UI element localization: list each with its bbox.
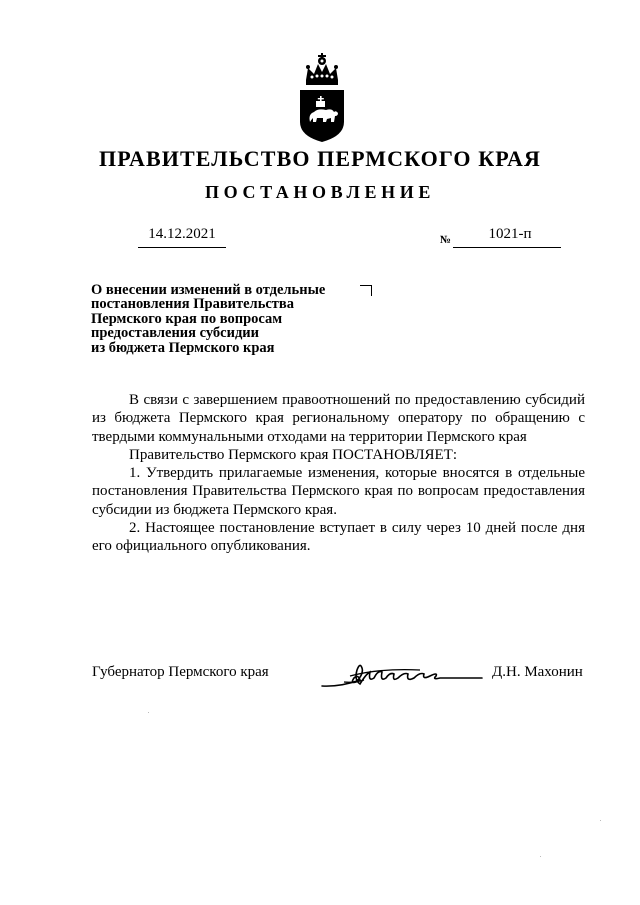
scan-speck [540,856,541,857]
document-number [453,226,561,243]
body-paragraph: Правительство Пермского края ПОСТАНОВЛЯЕТ: [129,446,458,463]
number-underline [453,247,561,248]
subject-line: предоставления субсидии [91,325,260,342]
body-paragraph: 2. Настоящее постановление вступает в силу через 10 дней после дня его официального опубликования. [92,520,585,555]
date-underline [138,247,226,248]
signature-icon [320,660,485,692]
subject-line: постановления Правительства [91,296,294,313]
document-subject [91,283,361,355]
scan-speck [148,712,149,713]
body-paragraph: 1. Утвердить прилагаемые изменения, которые вносятся в отдельные постановления Правительства Пермского края по вопросам предоставления субсидии из бюджета Пермского края. [92,465,585,518]
subject-line: О внесении изменений в отдельные [91,282,326,298]
scan-speck [600,820,601,821]
government-title: ПРАВИТЕЛЬСТВО ПЕРМСКОГО КРАЯ [99,146,541,171]
document-type: ПОСТАНОВЛЕНИЕ [205,182,435,202]
date-value: 14.12.2021 [148,226,216,242]
document-body [92,391,585,556]
subject-line: Пермского края по вопросам [91,310,283,327]
signer-name: Д.Н. Махонин [492,664,583,680]
document-date [138,226,226,243]
number-sign: № [440,234,452,246]
body-paragraph: В связи с завершением правоотношений по предоставлению субсидий из бюджета Пермского края региональному оператору по обращению с твердыми коммунальными отходами на территории Пермского края [92,392,585,445]
coat-of-arms-icon [296,52,348,144]
number-value: 1021-п [488,226,532,242]
signer-title: Губернатор Пермского края [92,664,269,680]
subject-line: из бюджета Пермского края [91,339,275,356]
subject-corner-mark [360,285,372,296]
